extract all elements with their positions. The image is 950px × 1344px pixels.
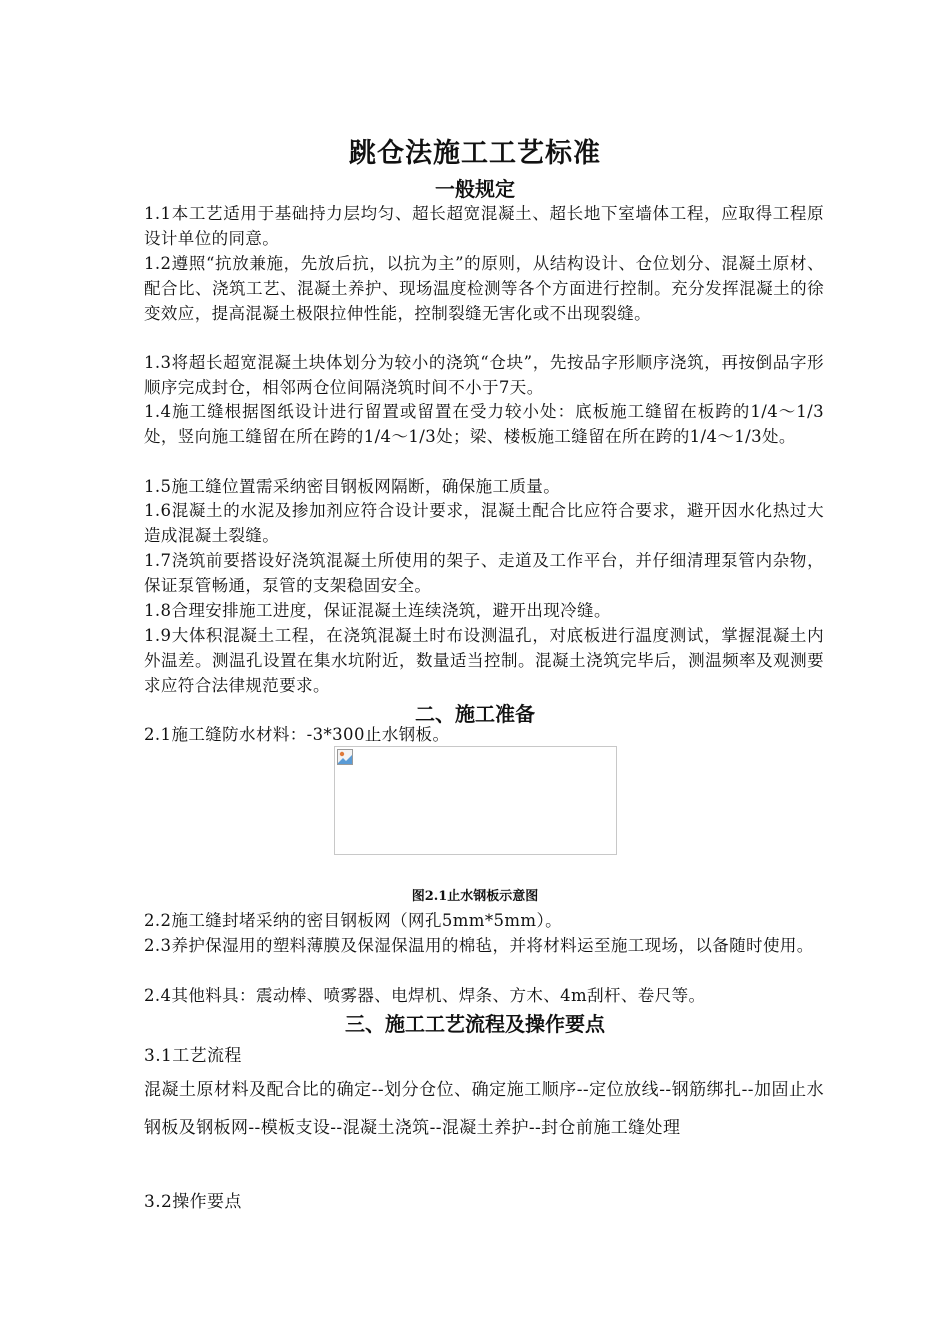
- figure-caption: 图2.1止水钢板示意图: [411, 889, 539, 904]
- paragraph-2-2: 2.2施工缝封堵采纳的密目钢板网（网孔5mm*5mm）。: [144, 911, 563, 930]
- paragraph-1-4: 1.4施工缝根据图纸设计进行留置或留置在受力较小处：底板施工缝留在板跨的1/4～1/3处，竖向施工缝留在所在跨的1/4～1/3处；梁、楼板施工缝留在所在跨的1/4～1/3处。: [144, 402, 824, 446]
- paragraph-1-7: 1.7浇筑前要搭设好浇筑混凝土所使用的架子、走道及工作平台，并仔细清理泵管内杂物，保证泵管畅通，泵管的支架稳固安全。: [144, 551, 824, 595]
- section-heading-process: 三、施工工艺流程及操作要点: [345, 1012, 605, 1036]
- broken-image-icon: [337, 749, 353, 765]
- paragraph-3-1: 3.1工艺流程: [144, 1046, 242, 1066]
- paragraph-1-1: 1.1本工艺适用于基础持力层均匀、超长超宽混凝土、超长地下室墙体工程，应取得工程原设计单位的同意。: [144, 204, 824, 248]
- document-title: 跳仓法施工工艺标准: [349, 138, 601, 169]
- paragraph-1-2: 1.2遵照“抗放兼施，先放后抗，以抗为主”的原则，从结构设计、仓位划分、混凝土原材、配合比、浇筑工艺、混凝土养护、现场温度检测等各个方面进行控制。充分发挥混凝土的徐变效应，提高混凝土极限拉伸性能，控制裂缝无害化或不出现裂缝。: [144, 254, 824, 323]
- paragraph-1-5: 1.5施工缝位置需采纳密目钢板网隔断，确保施工质量。: [144, 477, 561, 496]
- paragraph-1-9: 1.9大体积混凝土工程，在浇筑混凝土时布设测温孔，对底板进行温度测试，掌握混凝土内外温差。测温孔设置在集水坑附近，数量适当控制。混凝土浇筑完毕后，测温频率及观测要求应符合法律规范要求。: [144, 626, 824, 695]
- paragraph-1-3: 1.3将超长超宽混凝土块体划分为较小的浇筑“仓块”，先按品字形顺序浇筑，再按倒品字形顺序完成封仓，相邻两仓位间隔浇筑时间不小于7天。: [144, 353, 824, 397]
- process-flow-text: 混凝土原材料及配合比的确定--划分仓位、确定施工顺序--定位放线--钢筋绑扎--加固止水钢板及钢板网--模板支设--混凝土浇筑--混凝土养护--封仓前施工缝处理: [144, 1080, 824, 1138]
- paragraph-2-3: 2.3养护保湿用的塑料薄膜及保湿保温用的棉毡，并将材料运至施工现场，以备随时使用。: [144, 936, 814, 955]
- section-heading-preparation: 二、施工准备: [415, 702, 535, 726]
- paragraph-2-1: 2.1施工缝防水材料：-3*300止水钢板。: [144, 725, 450, 744]
- figure-placeholder: [334, 746, 617, 855]
- paragraph-3-2: 3.2操作要点: [144, 1192, 242, 1212]
- paragraph-1-8: 1.8合理安排施工进度，保证混凝土连续浇筑，避开出现冷缝。: [144, 601, 611, 620]
- paragraph-1-6: 1.6混凝土的水泥及掺加剂应符合设计要求，混凝土配合比应符合要求，避开因水化热过大造成混凝土裂缝。: [144, 501, 824, 545]
- section-heading-general: 一般规定: [435, 177, 515, 201]
- paragraph-2-4: 2.4其他料具：震动棒、喷雾器、电焊机、焊条、方木、4m刮杆、卷尺等。: [144, 986, 706, 1005]
